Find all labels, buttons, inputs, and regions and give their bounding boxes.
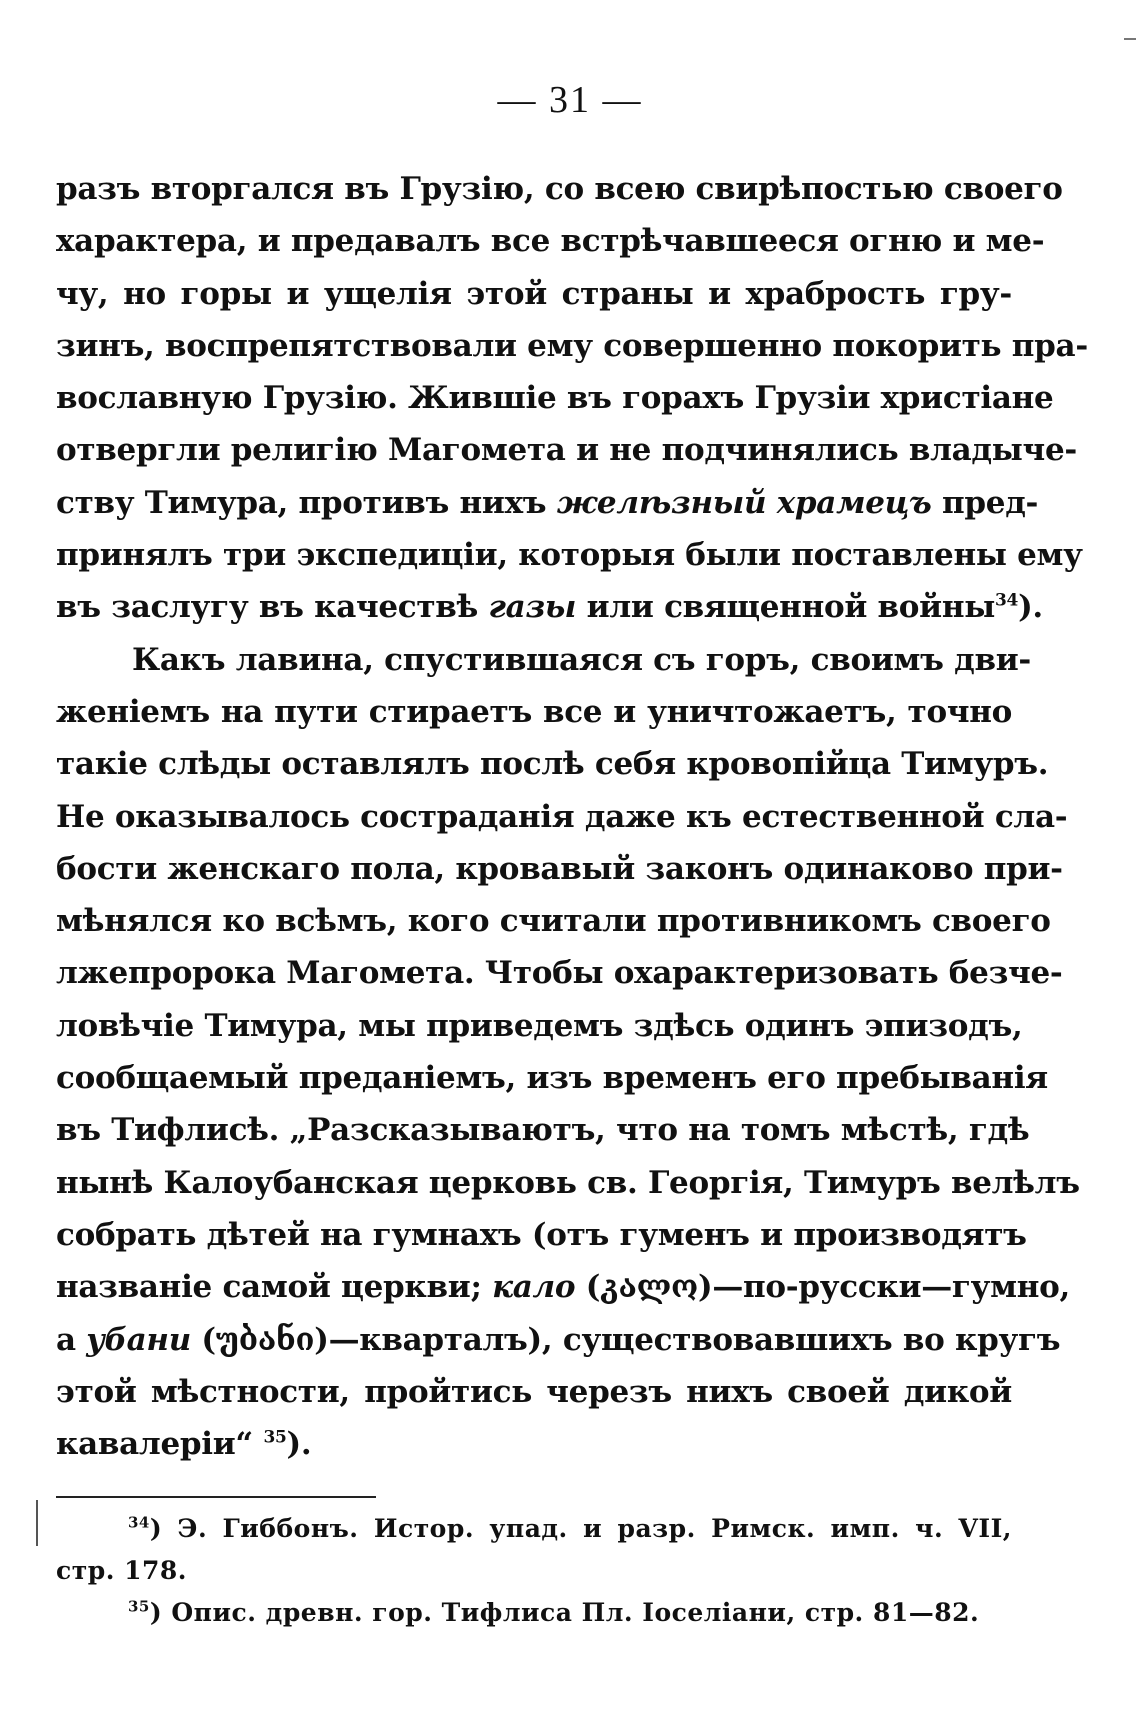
- text-line: мѣнялся ко всѣмъ, кого считали противникомъ своего: [56, 903, 1051, 940]
- text-line: этой мѣстности, пройтись черезъ нихъ своей дикой: [56, 1373, 1012, 1410]
- text-line: женіемъ на пути стираетъ все и уничтожаетъ, точно: [56, 693, 1012, 730]
- footnotes: [56, 1508, 1012, 1634]
- footnote-mark: 34: [128, 1513, 150, 1532]
- text-line: сообщаемый преданіемъ, изъ временъ его пребыванія: [56, 1060, 1048, 1097]
- text-run: ству Тимура, противъ нихъ: [56, 484, 557, 521]
- margin-mark: [36, 1500, 38, 1546]
- text-line: Не оказывалось состраданія даже къ естественной сла-: [56, 798, 1068, 835]
- page-number: — 31 —: [497, 79, 643, 121]
- text-run: пред-: [931, 484, 1039, 521]
- footnote-text: ) Опис. древн. гор. Тифлиса Пл. Іоселіани, стр. 81—82.: [149, 1598, 980, 1627]
- text-line: [56, 1418, 1012, 1470]
- footnote-line: [56, 1550, 1012, 1592]
- text-line: лжепророка Магомета. Чтобы охарактеризовать безче-: [56, 955, 1063, 992]
- text-run: (კალო)—по-русски—гумно,: [575, 1269, 1071, 1306]
- text-line: отвергли религію Магомета и не подчинялись владыче-: [56, 432, 1077, 469]
- footnote-line: [56, 1592, 1012, 1634]
- emphasized-text: газы: [488, 589, 577, 626]
- body-text: [56, 163, 1088, 1470]
- text-line: чу, но горы и ущелія этой страны и храбрость гру-: [56, 275, 1012, 312]
- text-line: [56, 581, 1043, 633]
- text-line: такіе слѣды оставлялъ послѣ себя кровопійца Тимуръ.: [56, 746, 1049, 783]
- text-run: кавалеріи“: [56, 1426, 264, 1463]
- text-line: собрать дѣтей на гумнахъ (отъ гуменъ и производятъ: [56, 1216, 1027, 1253]
- emphasized-text: желѣзный храмецъ: [556, 484, 932, 521]
- emphasized-text: убани: [86, 1321, 191, 1358]
- text-line: разъ вторгался въ Грузію, со всею свирѣпостью своего: [56, 171, 1063, 207]
- text-line: характера, и предавалъ все встрѣчавшееся огню и ме-: [56, 223, 1045, 260]
- text-line: нынѣ Калоубанская церковь св. Георгія, Тимуръ велѣлъ: [56, 1164, 1080, 1201]
- text-line: зинъ, воспрепятствовали ему совершенно покорить пра-: [56, 327, 1088, 364]
- text-line: вославную Грузію. Жившіе въ горахъ Грузіи христіане: [56, 380, 1054, 417]
- scan-mark: [1124, 38, 1136, 40]
- text-run: въ заслугу въ качествѣ: [56, 589, 489, 626]
- text-run: названіе самой церкви;: [56, 1269, 493, 1306]
- text-line: [56, 477, 1039, 529]
- footnote-line: [56, 1508, 1012, 1550]
- text-run: или священной войны: [576, 589, 995, 626]
- text-run: а: [56, 1321, 87, 1358]
- text-line: [56, 1314, 1061, 1366]
- text-line: въ Тифлисѣ. „Разсказываютъ, что на томъ мѣстѣ, гдѣ: [56, 1112, 1030, 1149]
- text-line: бости женскаго пола, кровавый законъ одинаково при-: [56, 850, 1063, 887]
- footnote-mark: 35: [128, 1597, 150, 1616]
- footnote-text: ) Э. Гиббонъ. Истор. упад. и разр. Римск. имп. ч. VII,: [149, 1514, 1012, 1543]
- text-run: ).: [286, 1426, 312, 1463]
- footnote-reference: 35: [263, 1427, 287, 1448]
- text-line: Какъ лавина, спустившаяся съ горъ, своимъ дви-: [132, 641, 1031, 678]
- text-line: принялъ три экспедиціи, которыя были поставлены ему: [56, 537, 1083, 574]
- text-line: [56, 1261, 1071, 1313]
- footnote-text: стр. 178.: [56, 1556, 187, 1585]
- text-run: (უბანი)—кварталъ), существовавшихъ во кругъ: [190, 1321, 1061, 1358]
- footnote-divider: [56, 1496, 376, 1498]
- text-line: ловѣчіе Тимура, мы приведемъ здѣсь одинъ эпизодъ,: [56, 1007, 1023, 1044]
- text-run: ).: [1018, 589, 1043, 626]
- footnote-reference: 34: [995, 591, 1019, 612]
- emphasized-text: кало: [492, 1269, 576, 1306]
